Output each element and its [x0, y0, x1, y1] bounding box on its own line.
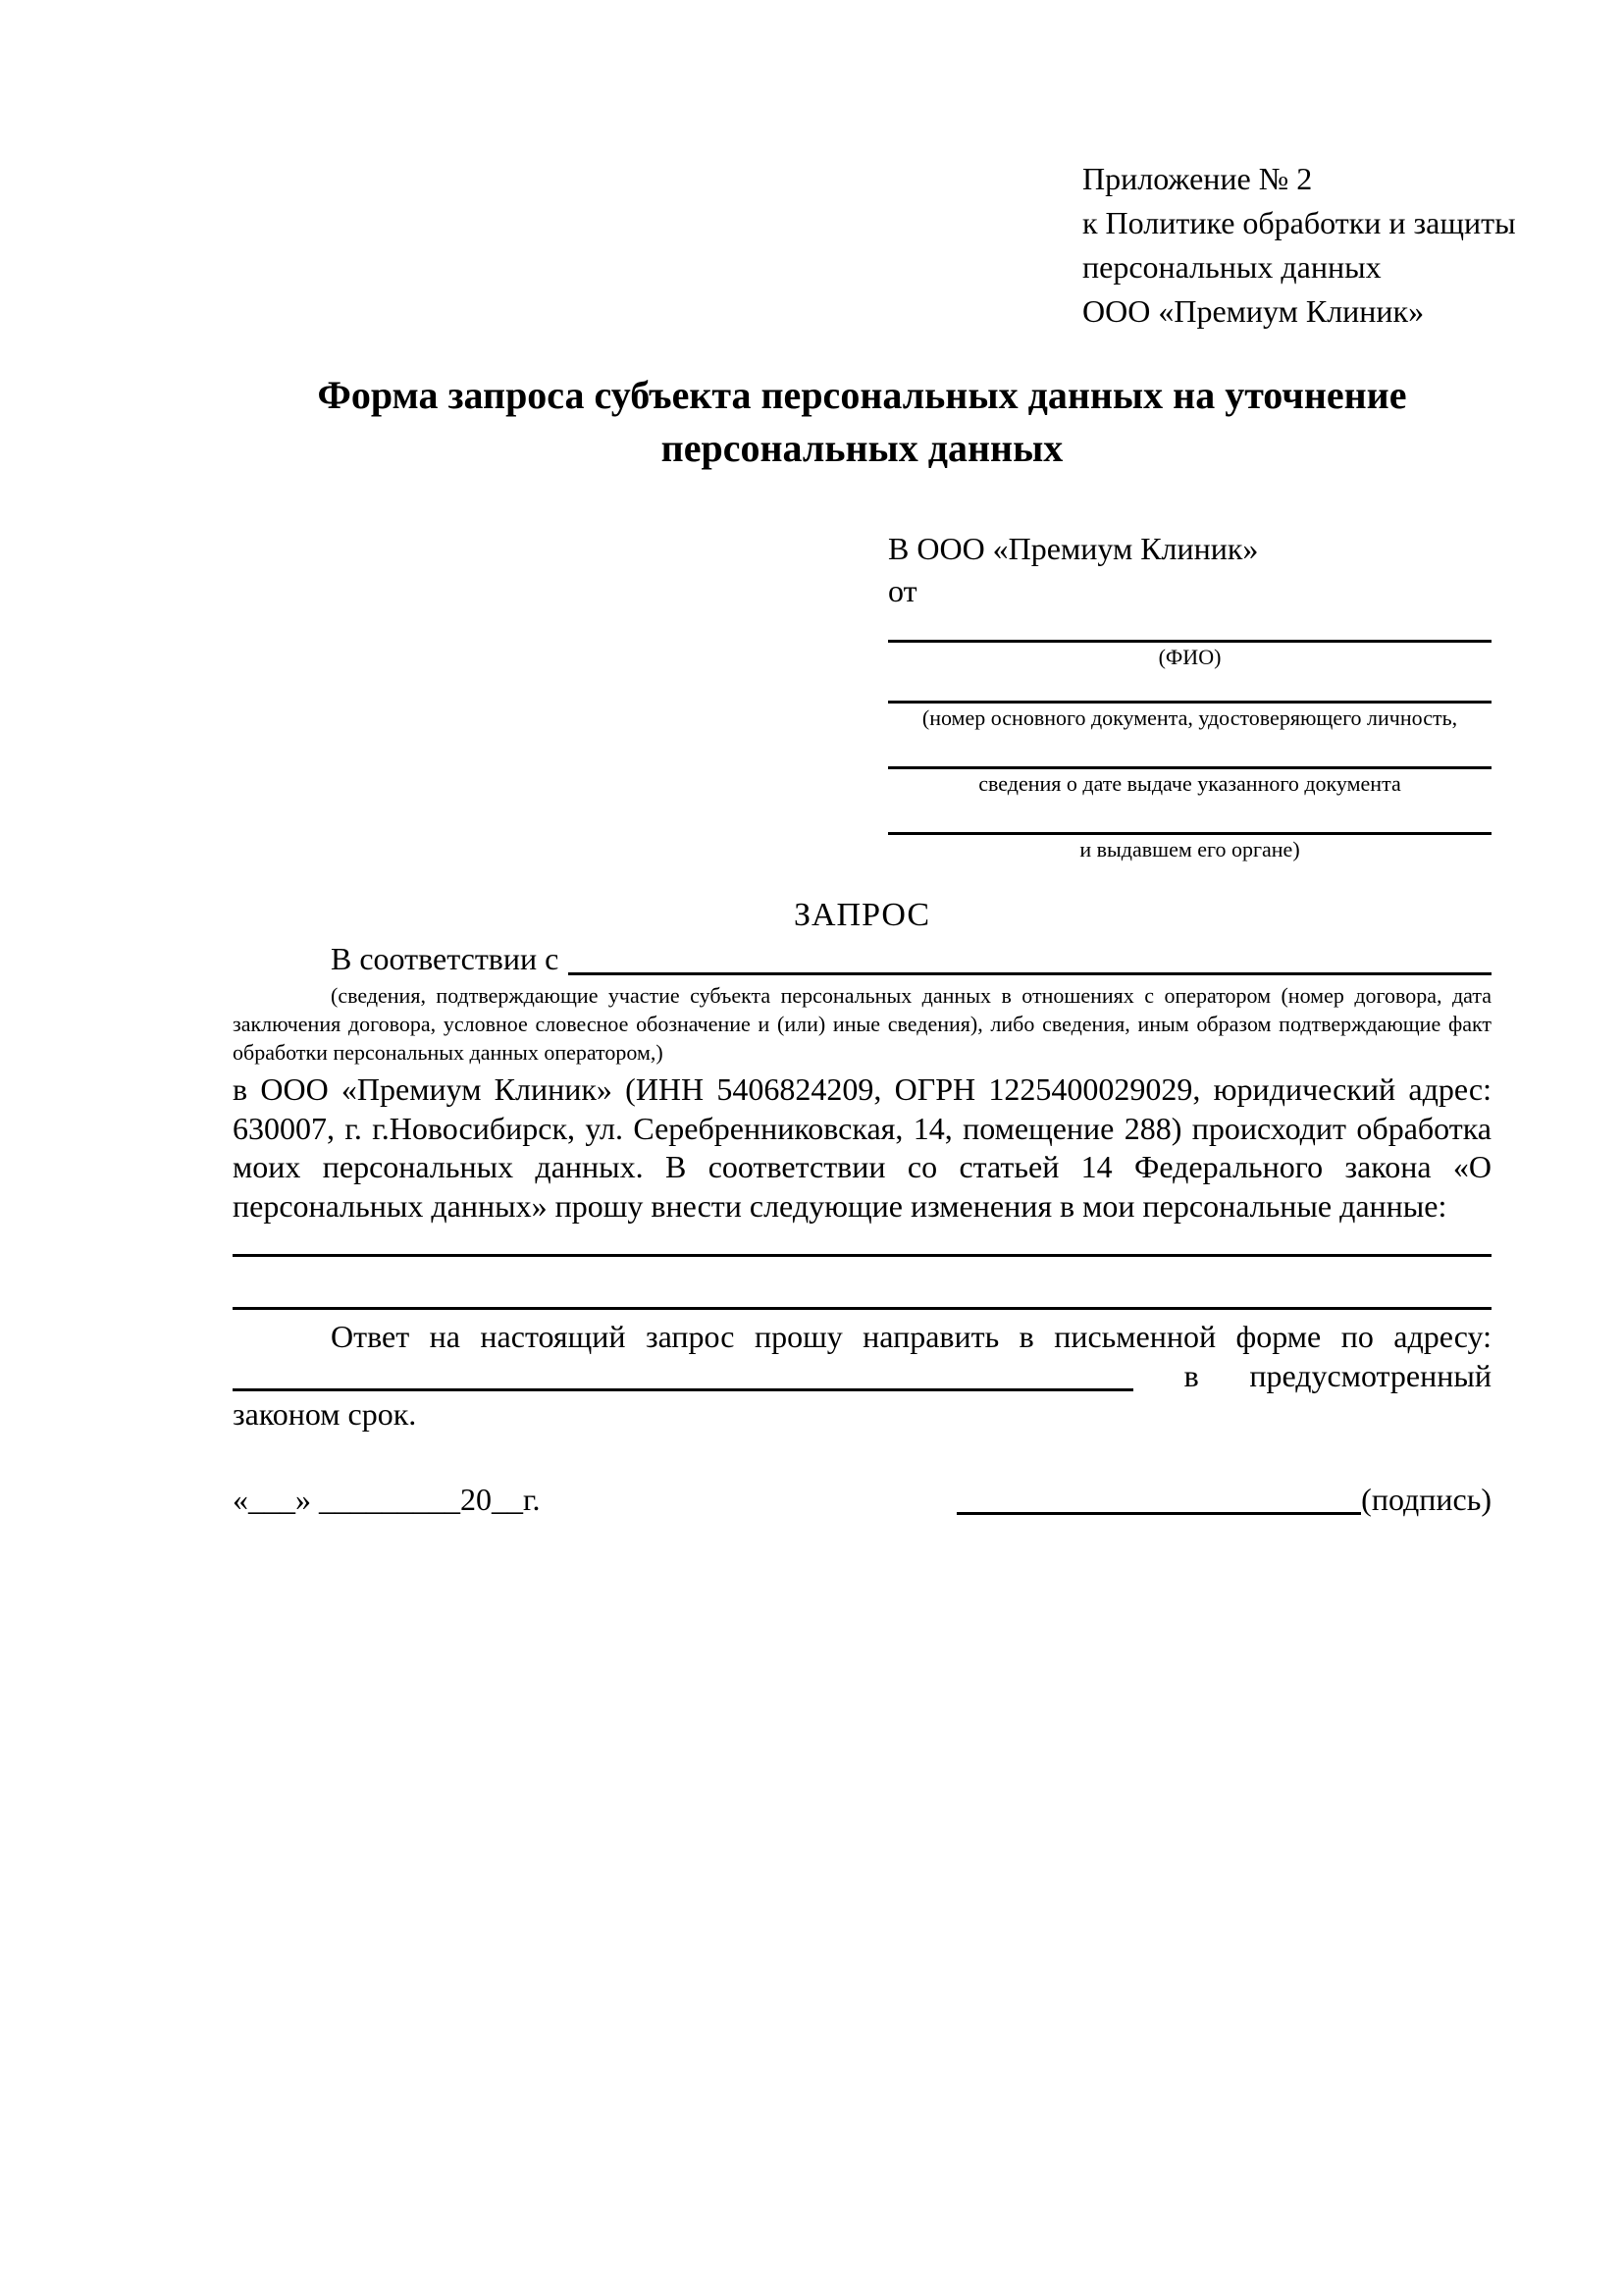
reply-sentence-line2: [233, 1357, 1492, 1396]
issue-date-blank-field[interactable]: [888, 732, 1492, 769]
reply-sentence-line3: законом срок.: [233, 1396, 417, 1432]
accordance-blank-field[interactable]: [568, 937, 1492, 975]
date-blank-field[interactable]: «___» _________20__г.: [233, 1481, 541, 1517]
accordance-line: [233, 937, 1492, 981]
field-caption-fio: (ФИО): [1158, 645, 1222, 669]
addressee-organization: В ООО «Премиум Клиник»: [888, 531, 1259, 566]
field-caption-issuing-authority: и выдавшем его органе): [1079, 837, 1300, 861]
addressee-block: [888, 526, 1492, 863]
signature-group: [957, 1480, 1492, 1519]
reply-word-stipulated: предусмотренный: [1249, 1357, 1492, 1393]
changes-blank-field-1[interactable]: [233, 1226, 1492, 1257]
form-title: Форма запроса субъекта персональных данных на уточнение персональных данных: [317, 373, 1407, 470]
annex-header: [1082, 157, 1516, 334]
annex-line: Приложение № 2: [1082, 161, 1313, 196]
field-caption-issue-date: сведения о дате выдаче указанного документа: [978, 771, 1401, 796]
annex-line: персональных данных: [1082, 249, 1382, 285]
reply-sentence-line1: Ответ на настоящий запрос прошу направить в письменной форме по адресу:: [331, 1319, 1492, 1354]
changes-blank-field-2[interactable]: [233, 1257, 1492, 1310]
date-signature-row: [233, 1480, 1492, 1519]
body-paragraph: в ООО «Премиум Клиник» (ИНН 5406824209, ОГРН 1225400029029, юридический адрес: 630007, г. г.Новосибирск, ул. Серебренниковская, 14, помещение 288) происходит обработка моих персональных данных. В соответствии со статьей 14 Федерального закона «О персональных данных» прошу внести следующие изменения в мои персональные данные:: [233, 1071, 1492, 1224]
from-label: от: [888, 573, 917, 608]
signature-caption: (подпись): [1361, 1481, 1492, 1517]
annex-line: ООО «Премиум Клиник»: [1082, 293, 1425, 329]
signature-blank-field[interactable]: [957, 1483, 1361, 1515]
address-blank-field[interactable]: [233, 1359, 1133, 1391]
fio-blank-field[interactable]: [888, 610, 1492, 643]
accordance-label: В соответствии с: [331, 941, 559, 976]
field-caption-document-number: (номер основного документа, удостоверяющего личность,: [921, 705, 1458, 730]
issuing-authority-blank-field[interactable]: [888, 798, 1492, 835]
reply-word-in: в: [1183, 1357, 1199, 1393]
request-heading: ЗАПРОС: [793, 897, 931, 933]
annex-line: к Политике обработки и защиты: [1082, 205, 1516, 240]
accordance-note: (сведения, подтверждающие участие субъекта персональных данных в отношениях с оператором (номер договора, дата заключения договора, условное словесное обозначение и (или) иные сведения), либо сведения, иным образом подтверждающие факт обработки персональных данных оператором,): [233, 983, 1492, 1065]
document-number-blank-field[interactable]: [888, 671, 1492, 704]
